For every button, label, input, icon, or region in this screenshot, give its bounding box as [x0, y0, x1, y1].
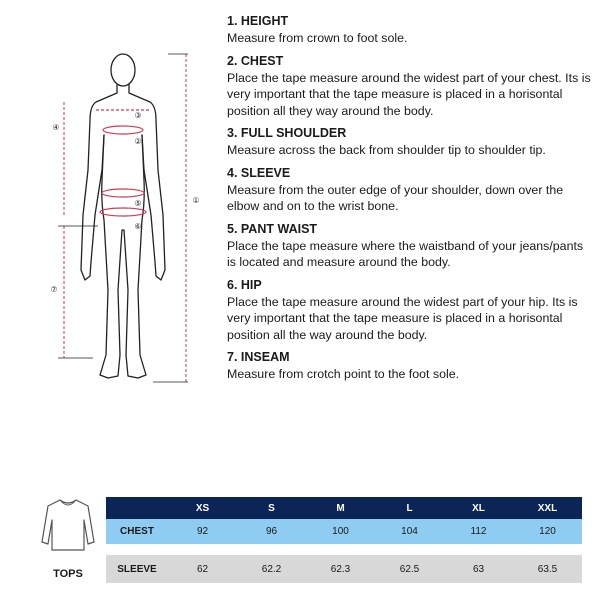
step-title: 5. PANT WAIST: [227, 221, 318, 236]
table-cell: 120: [539, 526, 556, 537]
size-header: M: [336, 502, 345, 514]
step-full-shoulder: [227, 125, 592, 159]
step-text: Place the tape measure around the widest part of your hip. Its is very important that the tape measure is placed in a horisontal position all the way around the body.: [227, 294, 578, 342]
size-header: L: [406, 502, 413, 514]
marker-3: ③: [134, 111, 142, 120]
size-table: [0, 490, 600, 600]
step-chest: [227, 53, 592, 120]
table-cell: 63: [472, 563, 485, 575]
table-row-sleeve: [106, 555, 582, 583]
row-label: CHEST: [120, 526, 154, 537]
size-header: XL: [472, 502, 485, 514]
step-sleeve: [227, 165, 592, 215]
step-title: 6. HIP: [227, 277, 262, 292]
step-inseam: [227, 349, 592, 383]
body-measurement-figure: [38, 40, 218, 400]
step-title: 4. SLEEVE: [227, 165, 291, 180]
table-cell: 112: [470, 526, 487, 537]
step-text: Measure across the back from shoulder tip to shoulder tip.: [227, 143, 546, 157]
table-cell: 63.5: [537, 563, 558, 575]
step-text: Place the tape measure around the widest part of your chest. Its is very important that the tape measure is placed in a horisontal position all they way around the body.: [227, 70, 591, 118]
step-title: 3. FULL SHOULDER: [227, 126, 347, 140]
category-label: TOPS: [53, 568, 83, 580]
table-cell: 62: [196, 563, 209, 575]
marker-5: ⑤: [134, 199, 142, 208]
step-title: 1. HEIGHT: [227, 14, 289, 28]
marker-6: ⑥: [134, 222, 142, 231]
step-hip: [227, 277, 592, 344]
step-text: Measure from the outer edge of your shoulder, down over the elbow and on to the wrist bone.: [227, 182, 564, 213]
table-cell: 100: [332, 526, 349, 537]
size-header: XXL: [537, 502, 558, 514]
table-cell: 96: [265, 526, 278, 537]
row-label: SLEEVE: [117, 563, 157, 575]
step-height: [227, 13, 592, 47]
step-text: Measure from crotch point to the foot sole.: [227, 367, 460, 381]
step-title: 2. CHEST: [227, 53, 284, 68]
table-cell: 62.2: [261, 563, 282, 575]
size-header: XS: [195, 502, 210, 514]
marker-7: ⑦: [50, 285, 58, 294]
step-text: Measure from crown to foot sole.: [227, 31, 408, 45]
size-header: S: [268, 502, 275, 514]
measurement-instructions: [227, 13, 592, 389]
table-cell: 104: [401, 526, 418, 537]
marker-1: ①: [192, 196, 200, 205]
step-pant-waist: [227, 221, 592, 271]
marker-4: ④: [52, 123, 60, 132]
sweater-icon: [40, 496, 96, 554]
table-cell: 92: [196, 526, 209, 537]
table-row-chest: [106, 519, 582, 544]
table-cell: 62.5: [399, 563, 420, 575]
step-text: Place the tape measure where the waistband of your jeans/pants is located and measure around the body.: [227, 238, 584, 269]
table-cell: 62.3: [330, 563, 351, 575]
marker-2: ②: [134, 137, 142, 146]
table-header-row: [106, 497, 582, 519]
step-title: 7. INSEAM: [227, 350, 290, 364]
